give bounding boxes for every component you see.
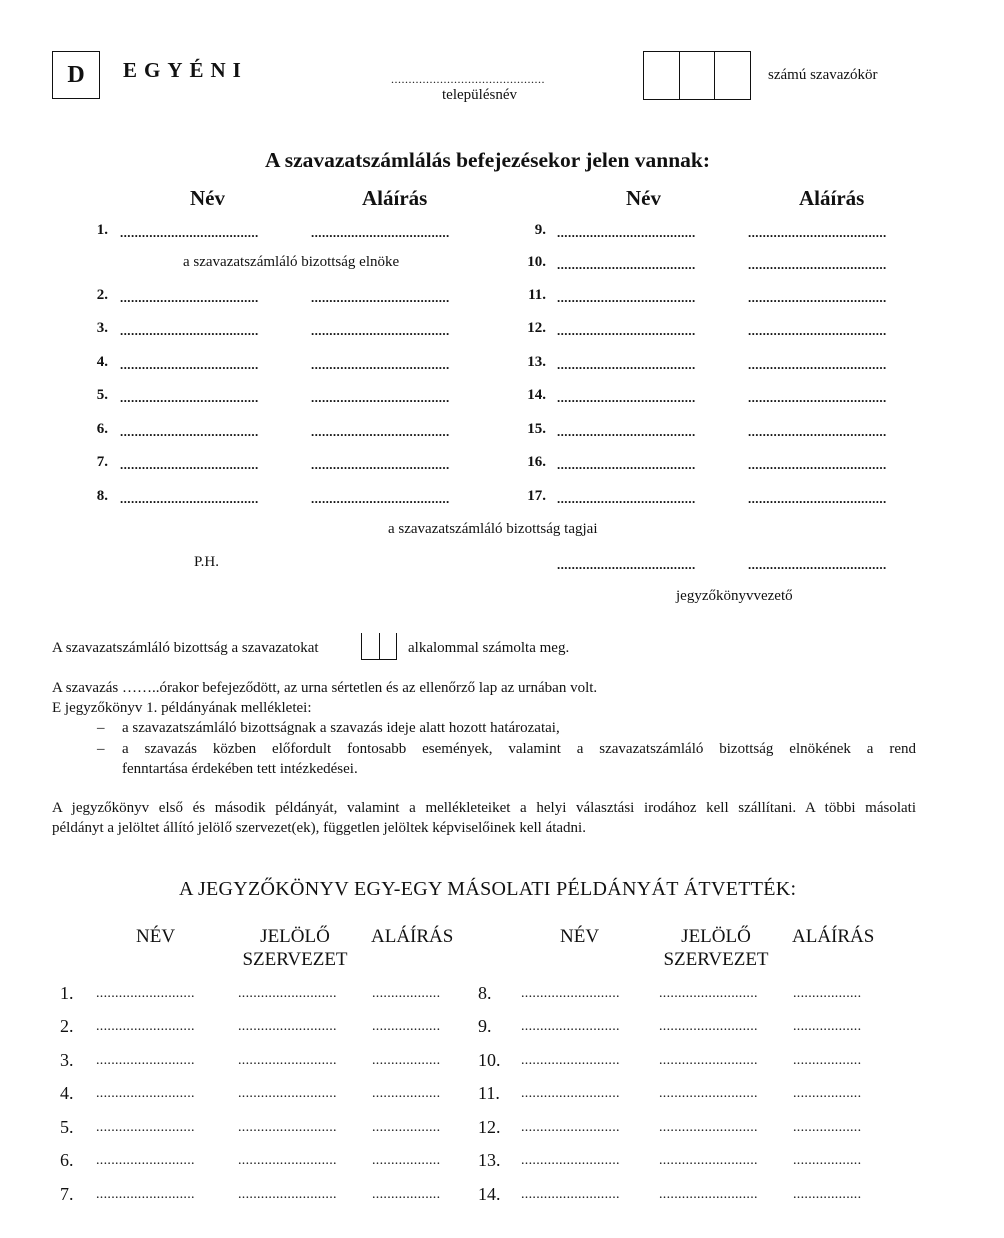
member-row-name-field[interactable]: ...................................... [120,424,259,439]
member-row-number: 9. [534,222,546,238]
recipient-signature-field[interactable]: .................. [793,1019,862,1034]
attachment-item-events-line2: fenntartása érdekében tett intézkedései. [122,761,358,777]
attachments-heading: E jegyzőkönyv 1. példányának mellékletei: [52,700,312,716]
count-sentence-end: alkalommal számolta meg. [408,640,570,656]
recipient-signature-field[interactable]: .................. [793,1086,862,1101]
recipient-row-number: 14. [478,1184,501,1204]
recipient-org-field[interactable]: .......................... [238,1019,337,1034]
col2-org-line2: SZERVEZET [242,949,348,970]
recipient-org-field[interactable]: .......................... [238,986,337,1001]
delivery-paragraph-line2: példányt a jelöltet állító jelölő szervezet(ek), független jelöltek képviselőinek kell átadni. [52,820,586,836]
recipient-name-field[interactable]: .......................... [96,1120,195,1135]
form-type-letter: D [67,61,85,88]
members-caption: a szavazatszámláló bizottság tagjai [388,521,598,537]
member-row-signature-field[interactable]: ...................................... [748,390,887,405]
polling-station-digit-box[interactable] [680,52,716,99]
member-row-name-field[interactable]: ...................................... [557,225,696,240]
col2-org-right [657,925,775,971]
recipient-row-number: 1. [60,983,74,1003]
recipient-row-number: 3. [60,1050,74,1070]
recipient-row-number: 4. [60,1083,74,1103]
recipient-org-field[interactable]: .......................... [238,1053,337,1068]
member-row-signature-field[interactable]: ...................................... [748,457,887,472]
recipient-signature-field[interactable]: .................. [372,1053,441,1068]
recorder-name-field[interactable]: ...................................... [557,557,696,572]
col2-signature-right: ALÁÍRÁS [792,926,875,947]
member-row-signature-field[interactable]: ...................................... [311,323,450,338]
member-row-number: 16. [527,454,546,470]
member-row-signature-field[interactable]: ...................................... [748,323,887,338]
member-row-signature-field[interactable]: ...................................... [748,357,887,372]
recipient-name-field[interactable]: .......................... [521,1187,620,1202]
polling-station-digit-box[interactable] [715,52,750,99]
recipient-org-field[interactable]: .......................... [659,1153,758,1168]
member-row-signature-field[interactable]: ...................................... [748,257,887,272]
member-row-name-field[interactable]: ...................................... [557,257,696,272]
recipient-row-number: 7. [60,1184,74,1204]
member-row-signature-field[interactable]: ...................................... [311,225,450,240]
recipient-org-field[interactable]: .......................... [659,1019,758,1034]
member-row-number: 6. [96,421,108,437]
member-row-number: 3. [96,320,108,336]
col2-org-left [236,925,354,971]
voting-closed-line: A szavazás ……..órakor befejeződött, az urna sértetlen és az ellenőrző lap az urnában volt. [52,680,598,696]
col-name-left: Név [190,186,225,210]
recipient-name-field[interactable]: .......................... [96,1053,195,1068]
recipient-signature-field[interactable]: .................. [372,1086,441,1101]
member-row-number: 14. [527,387,546,403]
recipient-org-field[interactable]: .......................... [659,1086,758,1101]
delivery-paragraph-line1: A jegyzőkönyv első és második példányát, valamint a mellékleteiket a helyi választási irodához kell szállítani. A többi másolati [52,800,916,816]
recipient-row-number: 8. [478,983,492,1003]
member-row-name-field[interactable]: ...................................... [120,225,259,240]
member-row-number: 1. [96,222,108,238]
recipient-signature-field[interactable]: .................. [372,986,441,1001]
member-row-name-field[interactable]: ...................................... [557,357,696,372]
member-row-signature-field[interactable]: ...................................... [311,424,450,439]
recipient-signature-field[interactable]: .................. [793,1053,862,1068]
recipient-signature-field[interactable]: .................. [793,986,862,1001]
member-row-signature-field[interactable]: ...................................... [748,290,887,305]
count-sentence-start: A szavazatszámláló bizottság a szavazatokat [52,640,319,656]
form-type-label: EGYÉNI [123,58,248,82]
member-row-number: 2. [96,287,108,303]
member-row-number: 12. [527,320,546,336]
member-row-name-field[interactable]: ...................................... [557,390,696,405]
recipient-row-number: 10. [478,1050,501,1070]
stamp-placeholder: P.H. [194,554,220,570]
bullet-mark: – [97,741,105,757]
col-signature-left: Aláírás [362,186,428,210]
recipient-row-number: 2. [60,1016,74,1036]
recipient-signature-field[interactable]: .................. [793,1153,862,1168]
recipient-signature-field[interactable]: .................. [372,1019,441,1034]
recipient-signature-field[interactable]: .................. [372,1187,441,1202]
recipient-org-field[interactable]: .......................... [659,1053,758,1068]
form-type-box [52,51,100,99]
recipient-signature-field[interactable]: .................. [372,1120,441,1135]
member-row-number: 13. [527,354,546,370]
recipient-signature-field[interactable]: .................. [793,1187,862,1202]
recipient-name-field[interactable]: .......................... [96,1187,195,1202]
recipient-org-field[interactable]: .......................... [238,1187,337,1202]
recipient-org-field[interactable]: .......................... [659,1120,758,1135]
member-row-signature-field[interactable]: ...................................... [311,290,450,305]
member-row-signature-field[interactable]: ...................................... [311,457,450,472]
member-row-signature-field[interactable]: ...................................... [748,225,887,240]
recipient-row-number: 6. [60,1150,74,1170]
member-row-signature-field[interactable]: ...................................... [311,491,450,506]
count-times-box[interactable] [361,633,397,660]
member-row-number: 17. [527,488,546,504]
member-row-name-field[interactable]: ...................................... [557,323,696,338]
recipient-row-number: 11. [478,1083,500,1103]
polling-station-label: számú szavazókör [768,67,878,83]
member-row-number: 5. [96,387,108,403]
member-row-name-field[interactable]: ...................................... [120,357,259,372]
member-row-number: 4. [96,354,108,370]
member-row-name-field[interactable]: ...................................... [557,290,696,305]
member-row-number: 7. [96,454,108,470]
settlement-name-field[interactable]: ............................................ [391,72,545,86]
recipient-name-field[interactable]: .......................... [96,1086,195,1101]
recipient-signature-field[interactable]: .................. [793,1120,862,1135]
member-row-name-field[interactable]: ...................................... [557,491,696,506]
member-row-signature-field[interactable]: ...................................... [748,491,887,506]
col2-name-right: NÉV [560,926,600,947]
member-row-name-field[interactable]: ...................................... [557,457,696,472]
chair-caption: a szavazatszámláló bizottság elnöke [183,254,400,270]
recipient-row-number: 13. [478,1150,501,1170]
member-row-name-field[interactable]: ...................................... [120,290,259,305]
member-row-name-field[interactable]: ...................................... [120,390,259,405]
attachment-item-decisions: a szavazatszámláló bizottságnak a szavazás ideje alatt hozott határozatai, [122,720,560,736]
recipient-name-field[interactable]: .......................... [96,986,195,1001]
recipient-org-field[interactable]: .......................... [238,1153,337,1168]
settlement-name-label: településnév [442,87,517,103]
col-name-right: Név [626,186,661,210]
bullet-mark: – [97,720,105,736]
recipient-name-field[interactable]: .......................... [96,1153,195,1168]
col2-org-line2: SZERVEZET [663,949,769,970]
attachment-item-events-line1: a szavazás közben előfordult fontosabb események, valamint a szavazatszámláló bizottság elnökének a rend [122,741,916,757]
col-signature-right: Aláírás [799,186,865,210]
recipient-org-field[interactable]: .......................... [238,1120,337,1135]
member-row-number: 15. [527,421,546,437]
recipient-row-number: 9. [478,1016,492,1036]
col2-name-left: NÉV [136,926,176,947]
recipient-name-field[interactable]: .......................... [521,1120,620,1135]
recorder-signature-field[interactable]: ...................................... [748,557,887,572]
recorder-caption: jegyzőkönyvvezető [676,588,793,604]
member-row-signature-field[interactable]: ...................................... [311,357,450,372]
member-row-name-field[interactable]: ...................................... [120,457,259,472]
member-row-signature-field[interactable]: ...................................... [311,390,450,405]
member-row-number: 8. [96,488,108,504]
recipient-name-field[interactable]: .......................... [521,1153,620,1168]
recipient-org-field[interactable]: .......................... [659,1187,758,1202]
member-row-name-field[interactable]: ...................................... [557,424,696,439]
recipient-org-field[interactable]: .......................... [238,1086,337,1101]
recipient-name-field[interactable]: .......................... [521,986,620,1001]
polling-station-digit-box[interactable] [644,52,680,99]
member-row-number: 10. [527,254,546,270]
polling-station-number-boxes [643,51,751,100]
recipient-name-field[interactable]: .......................... [521,1086,620,1101]
member-row-name-field[interactable]: ...................................... [120,323,259,338]
col2-org-line1: JELÖLŐ [260,926,330,947]
recipient-name-field[interactable]: .......................... [96,1019,195,1034]
copies-received-title: A JEGYZŐKÖNYV EGY-EGY MÁSOLATI PÉLDÁNYÁT ÁTVETTÉK: [179,878,797,900]
member-row-number: 11. [528,287,546,303]
recipient-row-number: 5. [60,1117,74,1137]
col2-org-line1: JELÖLŐ [681,926,751,947]
recipient-row-number: 12. [478,1117,501,1137]
col2-signature-left: ALÁÍRÁS [371,926,454,947]
present-members-title: A szavazatszámlálás befejezésekor jelen vannak: [265,148,711,172]
recipient-org-field[interactable]: .......................... [659,986,758,1001]
member-row-signature-field[interactable]: ...................................... [748,424,887,439]
recipient-signature-field[interactable]: .................. [372,1153,441,1168]
recipient-name-field[interactable]: .......................... [521,1019,620,1034]
recipient-name-field[interactable]: .......................... [521,1053,620,1068]
member-row-name-field[interactable]: ...................................... [120,491,259,506]
